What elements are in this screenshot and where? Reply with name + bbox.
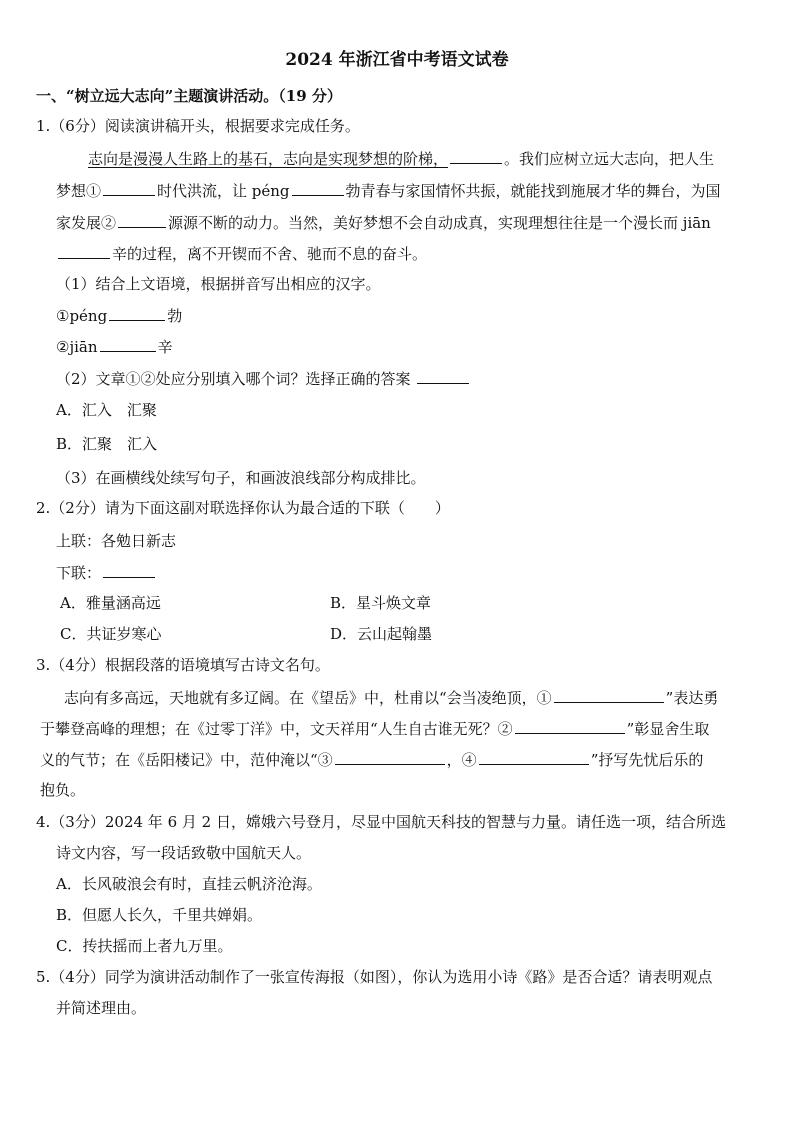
q3-line2 <box>40 718 709 739</box>
q3-text: 志向有多高远，天地就有多辽阔。在《望岳》中，杜甫以“会当凌绝顶，① <box>64 689 552 707</box>
q1-text: ①péng <box>56 307 108 325</box>
q3-text: 于攀登高峰的理想；在《过零丁洋》中，文天祥用“人生自古谁无死？② <box>40 720 513 738</box>
q3-text: ”彰显舍生取 <box>626 720 710 738</box>
q1-text: 勃青春与家国情怀共振，就能找到施展才华的舞台，为国 <box>345 182 721 200</box>
q3-text: 义的气节；在《岳阳楼记》中，范仲淹以“③ <box>40 751 333 769</box>
q1-sub3: （3）在画横线处续写句子，和画波浪线部分构成排比。 <box>56 469 426 487</box>
q1-sub2 <box>56 368 471 389</box>
q2-option-c[interactable]: C．共证岁寒心 <box>60 625 162 643</box>
q1-blank-peng[interactable] <box>292 180 344 196</box>
q3-blank-2[interactable] <box>515 718 625 734</box>
q1-sub1-answer-b <box>56 336 173 357</box>
q1-sub1: （1）结合上文语境，根据拼音写出相应的汉字。 <box>56 275 381 293</box>
q4-option-c[interactable]: C．抟扶摇而上者九万里。 <box>56 937 233 955</box>
q4-stem-line2: 诗文内容，写一段话致敬中国航天人。 <box>56 844 312 862</box>
q1-text: （2）文章①②处应分别填入哪个词？选择正确的答案 <box>56 370 411 388</box>
q1-blank-1[interactable] <box>103 180 155 196</box>
q1-text: ②jiān <box>56 338 98 356</box>
q1-text: 时代洪流，让 péng <box>157 182 290 200</box>
q1-text: 。我们应树立远大志向，把人生 <box>504 150 715 168</box>
q1-stem: 1.（6分）阅读演讲稿开头，根据要求完成任务。 <box>36 117 360 135</box>
q3-text: ”表达勇 <box>665 689 719 707</box>
q2-answer-blank[interactable] <box>103 562 155 578</box>
answer-blank-peng[interactable] <box>109 305 165 321</box>
q1-blank-continue[interactable] <box>450 148 502 164</box>
q1-text: 源源不断的动力。当然，美好梦想不会自动成真，实现理想往往是一个漫长而 jiān <box>168 214 711 232</box>
q1-blank-jian[interactable] <box>58 243 110 259</box>
q2-lower-couplet <box>56 562 157 583</box>
q4-option-b[interactable]: B．但愿人长久，千里共婵娟。 <box>56 906 263 924</box>
q3-blank-3[interactable] <box>335 749 445 765</box>
answer-blank-sub2[interactable] <box>417 368 469 384</box>
q1-sub1-answer-a <box>56 305 182 326</box>
q1-paragraph-line4 <box>56 243 427 264</box>
page-title: 2024 年浙江省中考语文试卷 <box>285 50 509 70</box>
q3-text: ”抒写先忧后乐的 <box>590 751 704 769</box>
q5-stem-line2: 并简述理由。 <box>56 999 147 1017</box>
q1-text: 辛 <box>157 338 173 356</box>
q1-paragraph-line3 <box>56 212 711 233</box>
q2-stem: 2.（2分）请为下面这副对联选择你认为最合适的下联（ ） <box>36 499 450 517</box>
q1-blank-2[interactable] <box>118 212 166 228</box>
q1-paragraph-line1 <box>88 148 714 169</box>
q1-text: 勃 <box>167 307 183 325</box>
q1-text: 梦想① <box>56 182 102 200</box>
section-heading: 一、“树立远大志向”主题演讲活动。（19 分） <box>36 87 342 105</box>
q3-blank-1[interactable] <box>554 687 664 703</box>
q2-text: 下联： <box>56 564 102 582</box>
q1-option-a[interactable]: A．汇入 汇聚 <box>56 401 157 419</box>
q4-stem-line1: 4.（3分）2024 年 6 月 2 日，嫦娥六号登月，尽显中国航天科技的智慧与力量。请任选一项，结合所选 <box>36 813 726 831</box>
q3-stem: 3.（4分）根据段落的语境填写古诗文名句。 <box>36 656 330 674</box>
q2-option-b[interactable]: B．星斗焕文章 <box>330 594 432 612</box>
answer-blank-jian[interactable] <box>100 336 156 352</box>
q1-text: 辛的过程，离不开锲而不舍、驰而不息的奋斗。 <box>112 245 428 263</box>
q3-blank-4[interactable] <box>479 749 589 765</box>
q3-line3 <box>40 749 703 770</box>
q2-upper-couplet: 上联：各勉日新志 <box>56 532 177 550</box>
q2-option-d[interactable]: D．云山起翰墨 <box>330 625 433 643</box>
wavy-underlined-text: 志向是漫漫人生路上的基石，志向是实现梦想的阶梯， <box>88 150 449 168</box>
q4-option-a[interactable]: A．长风破浪会有时，直挂云帆济沧海。 <box>56 875 322 893</box>
q1-paragraph-line2 <box>56 180 721 201</box>
q5-stem-line1: 5.（4分）同学为演讲活动制作了一张宣传海报（如图），你认为选用小诗《路》是否合适？请表明观点 <box>36 968 713 986</box>
q3-line4: 抱负。 <box>40 781 86 799</box>
q3-line1 <box>64 687 718 708</box>
q1-option-b[interactable]: B．汇聚 汇入 <box>56 435 158 453</box>
q1-text: 家发展② <box>56 214 117 232</box>
q2-option-a[interactable]: A．雅量涵高远 <box>60 594 161 612</box>
q3-text: ，④ <box>446 751 477 769</box>
